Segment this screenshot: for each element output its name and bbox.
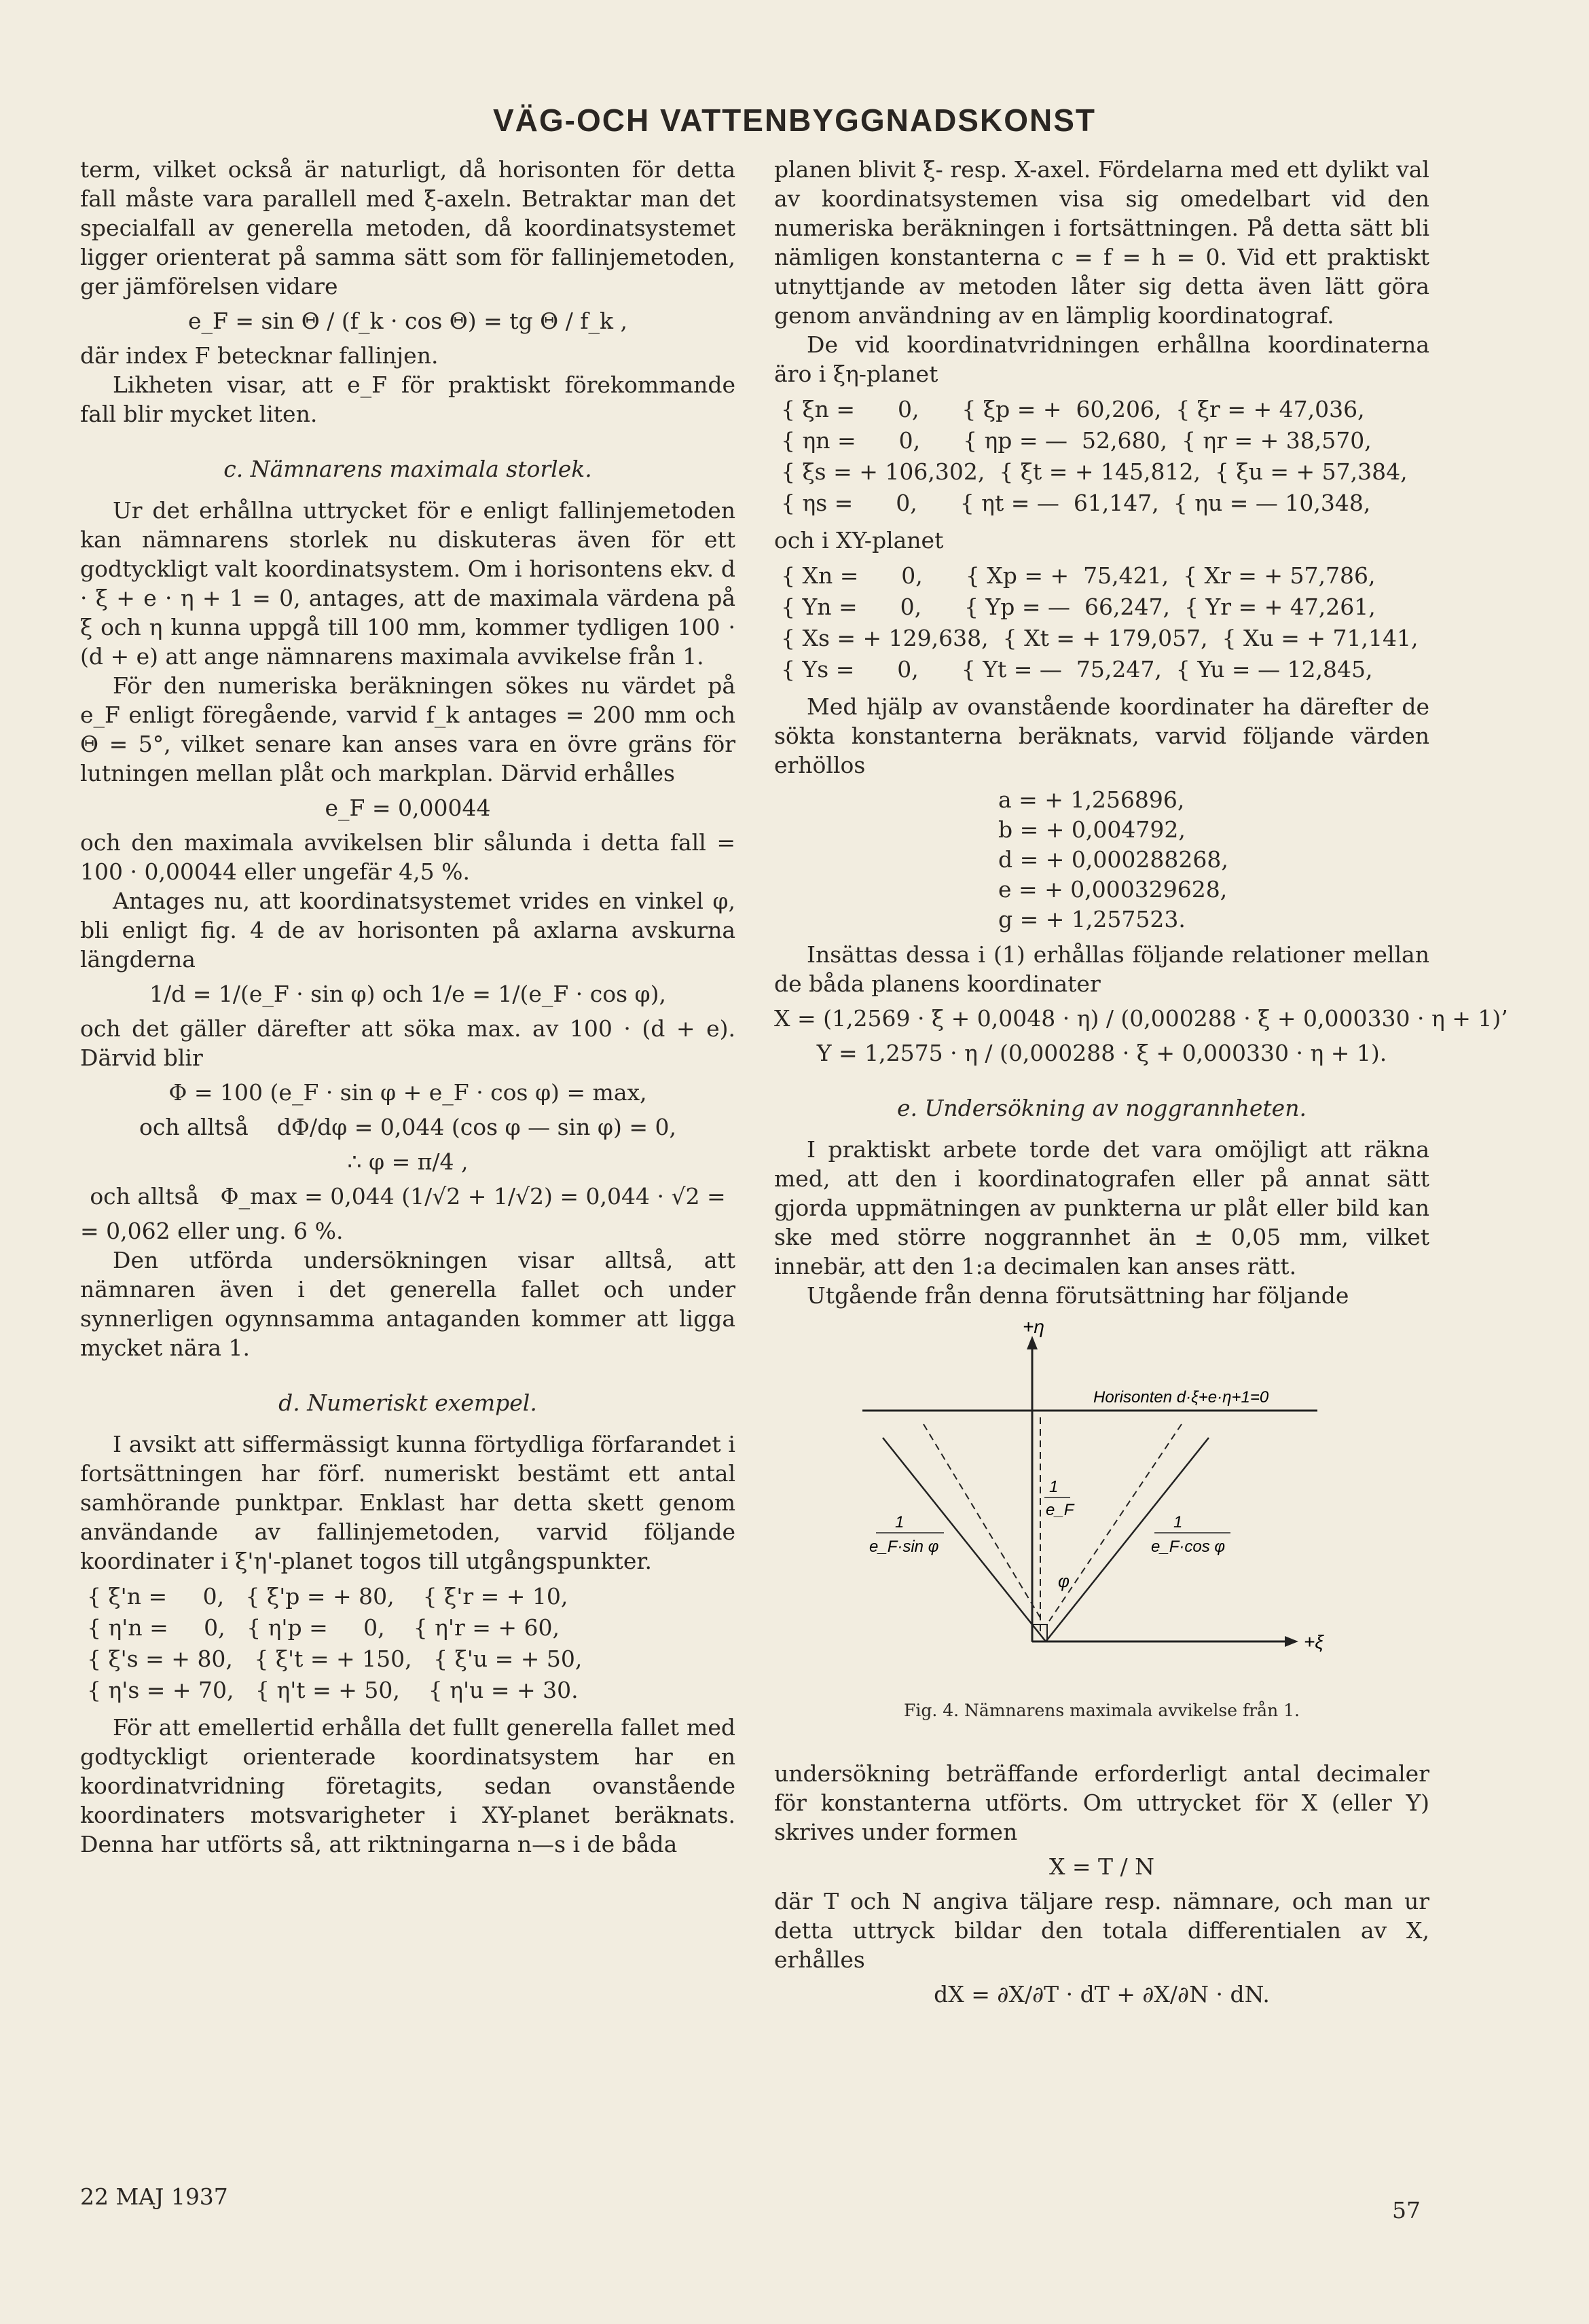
eta-arrow-icon [1027,1336,1038,1349]
phi-label: φ [1058,1571,1070,1591]
mid-fraction-numerator: 1 [1049,1478,1059,1496]
figure-4 [774,1322,1429,1725]
equation: e_F = sin Θ / (f_k · cos Θ) = tg Θ / f_k , [187,308,628,334]
left-fraction-denominator: e_F·sin φ [869,1538,939,1556]
paragraph: Ur det erhållna uttrycket för e enligt fallinjemetoden kan nämnarens storlek nu diskuteras även för ett godtyckligt valt koordinatsystem. Om i horisontens ekv. d · ξ + e · η + 1 = 0, antages, att de maximala värdena på ξ och η kunna uppgå till 100 mm, kommer tydligen 100 · (d + e) att ange nämnarens maximala avvikelse från 1. [80,497,735,670]
paragraph: = 0,062 eller ung. 6 %. [80,1218,344,1244]
coordinate-table: { ξ'n = 0, { ξ'p = + 80, { ξ'r = + 10, { η'n = 0, { η'p = 0, { η'r = + 60, { ξ's = + 80, { ξ't = + 150, { ξ'u = + 50, { η's = + 70, { η't = + 50, { η'u = + 30. [87,1583,583,1703]
paragraph: där index F betecknar fallinjen. [80,342,439,369]
equation: e_F = 0,00044 [325,795,491,821]
xi-label: +ξ [1304,1631,1323,1652]
paragraph: planen blivit ξ- resp. X-axel. Fördelarna med ett dylikt val av koordinatsystemen visa sig omedelbart vid den numeriska beräkningen i fortsättningen. På detta sätt bli nämligen konstanterna c = f = h = 0. Vid ett praktiskt utnyttjande av metoden låter sig detta även lätt göra genom användning av en lämplig koordinatograf. [774,156,1429,329]
mid-fraction-denominator: e_F [1046,1501,1074,1519]
paragraph: Likheten visar, att e_F för praktiskt förekommande fall blir mycket liten. [80,371,735,427]
equation-row [80,1112,735,1142]
xi-arrow-icon [1285,1636,1298,1647]
page-number: 57 [1392,2197,1421,2223]
equation: Y = 1,2575 · η / (0,000288 · ξ + 0,000330 · η + 1). [816,1040,1387,1066]
constants-list: a = + 1,256896, b = + 0,004792, d = + 0,000288268, e = + 0,000329628, g = + 1,257523. [998,786,1228,932]
paragraph: I praktiskt arbete torde det vara omöjligt att räkna med, att den i koordinatografen eller på annat sätt gjorda uppmätningen av punkterna ur plåt eller bild kan ske med större noggrannhet än ± 0,05 mm, vilket innebär, att den 1:a decimalen kan anses rätt. [774,1136,1429,1279]
paragraph: och det gäller därefter att söka max. av 100 · (d + e). Därvid blir [80,1015,735,1071]
paragraph: term, vilket också är naturligt, då horisonten för detta fall måste vara parallell med ξ-axeln. Betraktar man det specialfall av generella metoden, då koordinatsystemet ligger orienterat på samma sätt som för fallinjemetoden, ger jämförelsen vidare [80,156,735,299]
paragraph: För den numeriska beräkningen sökes nu värdet på e_F enligt föregående, varvid f_k antages = 200 mm och Θ = 5°, vilket senare kan anses vara en övre gräns för lutningen mellan plåt och markplan. Därvid erhålles [80,672,735,786]
equation: dX = ∂X/∂T · dT + ∂X/∂N · dN. [934,1981,1270,2008]
equation: X = (1,2569 · ξ + 0,0048 · η) / (0,000288 · ξ + 0,000330 · η + 1)’ [774,1005,1508,1032]
dashed-segment-right [1049,1424,1182,1621]
paragraph: där T och N angiva täljare resp. nämnare, och man ur detta uttryck bildar den totala differentialen av X, erhålles [774,1888,1429,1973]
right-fraction-numerator: 1 [1173,1513,1183,1531]
figure-caption: Fig. 4. Nämnarens maximala avvikelse från 1. [904,1701,1300,1720]
paragraph: och i XY-planet [774,527,944,553]
geometry-diagram [774,1322,1429,1689]
paragraph: Insättas dessa i (1) erhållas följande relationer mellan de båda planens koordinater [774,941,1429,997]
left-column [80,155,735,1859]
paragraph: I avsikt att siffermässigt kunna förtydliga förfarandet i fortsättningen har förf. numeriskt bestämt ett antal samhörande punktpar. Enklast har detta skett genom användande av fallinjemetoden, varvid följande koordinater i ξ'η'-planet togos till utgångspunkter. [80,1431,735,1574]
footer-date: 22 MAJ 1937 [80,2183,228,2210]
dashed-segment-left [924,1424,1042,1621]
right-fraction-denominator: e_F·cos φ [1151,1538,1226,1556]
section-heading: c. Nämnarens maximala storlek. [223,456,592,482]
paragraph: och den maximala avvikelsen blir sålunda i detta fall = 100 · 0,00044 eller ungefär 4,5 %. [80,829,735,885]
page-header: VÄG-OCH VATTENBYGGNADSKONST [493,103,1096,138]
paragraph: De vid koordinatvridningen erhållna koordinaterna äro i ξη-planet [774,331,1429,387]
paragraph: För att emellertid erhålla det fullt generella fallet med godtyckligt orienterade koordinatsystem har en koordinatvridning företagits, sedan ovanstående koordinaters motsvarigheter i XY-planet beräknats. Denna har utförts så, att riktningarna n—s i de båda [80,1714,735,1857]
equation: 1/d = 1/(e_F · sin φ) och 1/e = 1/(e_F · cos φ), [149,981,666,1007]
right-column [774,155,1508,2014]
paragraph: Utgående från denna förutsättning har följande [807,1282,1349,1309]
eta-label: +η [1023,1322,1044,1337]
equation: dΦ/dφ = 0,044 (cos φ — sin φ) = 0, [276,1114,676,1140]
equation: Φ_max = 0,044 (1/√2 + 1/√2) = 0,044 · √2 = [220,1183,726,1210]
equation: ∴ φ = π/4 , [347,1148,469,1175]
coordinate-table: { Xn = 0, { Xp = + 75,421, { Xr = + 57,786, { Yn = 0, { Yp = — 66,247, { Yr = + 47,261, { Xs = + 129,638, { Xt = + 179,057, { Xu = + 71,141, { Ys = 0, { Yt = — 75,247, { Yu = — 12,845, [781,562,1419,683]
paragraph: Antages nu, att koordinatsystemet vrides en vinkel φ, bli enligt fig. 4 de av horisonten på axlarna avskurna längderna [80,888,735,973]
equation-row [80,1182,735,1211]
equation-label: och alltså [90,1183,200,1210]
paragraph: undersökning beträffande erforderligt antal decimaler för konstanterna utförts. Om uttrycket för X (eller Y) skrives under formen [774,1760,1429,1845]
equation: Φ = 100 (e_F · sin φ + e_F · cos φ) = max, [168,1079,647,1106]
paragraph: Den utförda undersökningen visar alltså, att nämnaren även i det generella fallet och under synnerligen ogynnsamma antaganden kommer att ligga mycket nära 1. [80,1247,735,1361]
equation-label: och alltså [139,1114,249,1140]
coordinate-table: { ξn = 0, { ξp = + 60,206, { ξr = + 47,036, { ηn = 0, { ηp = — 52,680, { ηr = + 38,570, { ξs = + 106,302, { ξt = + 145,812, { ξu = + 57,384, { ηs = 0, { ηt = — 61,147, { ηu = — 10,348, [781,396,1408,516]
horizon-label: Horisonten d·ξ+e·η+1=0 [1093,1388,1269,1406]
paragraph: Med hjälp av ovanstående koordinater ha därefter de sökta konstanterna beräknats, varvid följande värden erhöllos [774,693,1429,778]
left-fraction-numerator: 1 [895,1513,905,1531]
section-heading: e. Undersökning av noggrannheten. [897,1095,1307,1121]
equation: X = T / N [1048,1853,1155,1880]
section-heading: d. Numeriskt exempel. [278,1390,537,1416]
